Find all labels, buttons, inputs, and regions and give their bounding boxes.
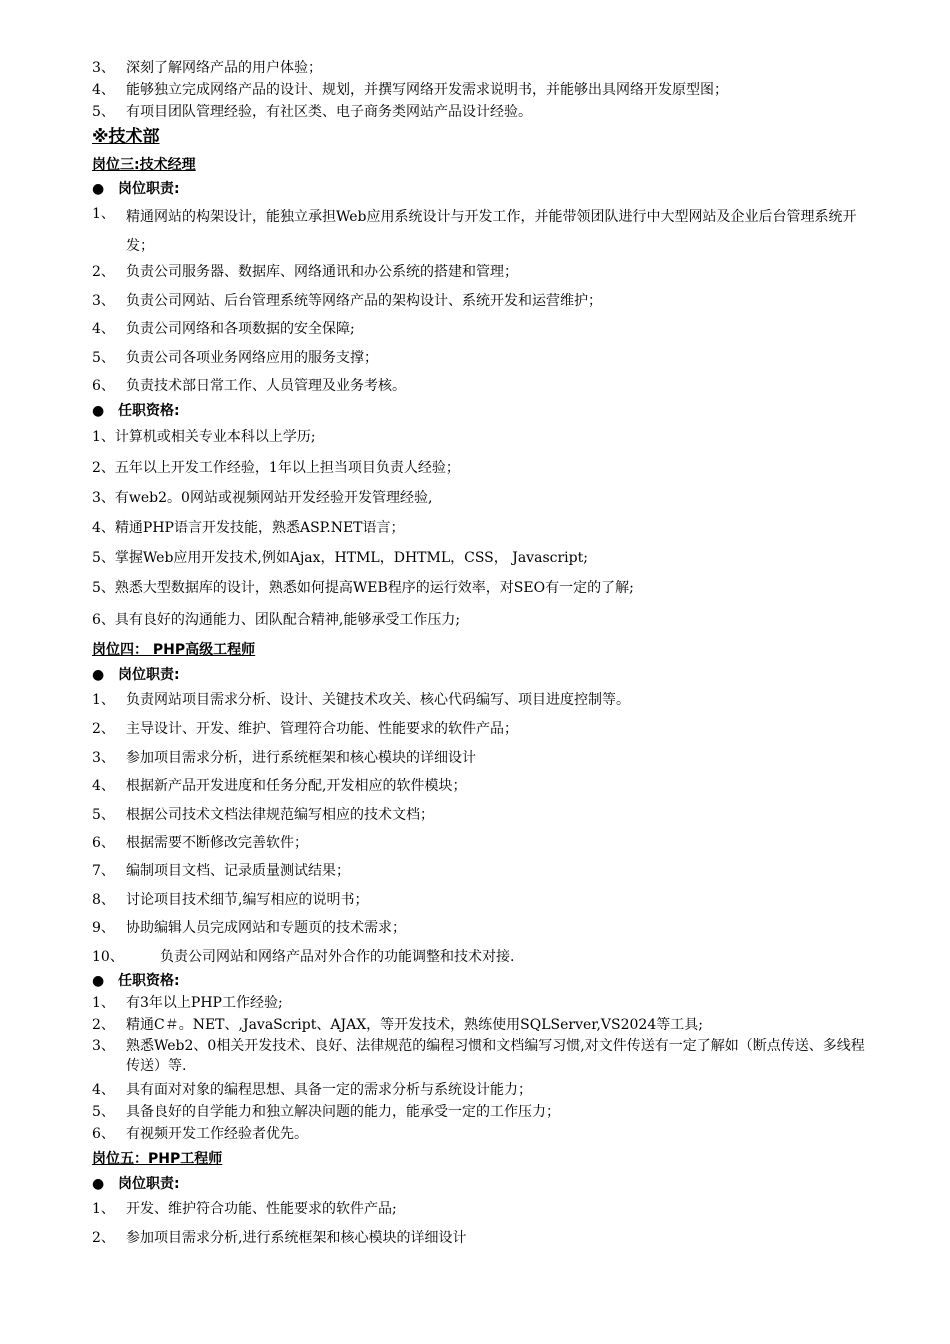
position-title: 岗位五：PHP工程师	[92, 1151, 223, 1167]
list-number: 3、	[92, 1038, 115, 1054]
position-title: 岗位四： PHP高级工程师	[92, 642, 256, 658]
list-item: 5、 有项目团队管理经验，有社区类、电子商务类网站产品设计经验。	[92, 104, 532, 120]
list-item: 4、 能够独立完成网络产品的设计、规划，并撰写网络开发需求说明书，并能够出具网络开发原型图；	[92, 82, 728, 98]
list-item: 3、有web2。0网站或视频网站开发经验开发管理经验,	[92, 490, 433, 506]
list-item: 1、 开发、维护符合功能、性能要求的软件产品;	[92, 1201, 397, 1217]
list-item: 6、具有良好的沟通能力、团队配合精神,能够承受工作压力;	[92, 612, 461, 628]
list-item: 4、 具有面对对象的编程思想、具备一定的需求分析与系统设计能力；	[92, 1082, 532, 1098]
duties-heading: ● 岗位职责:	[92, 181, 180, 197]
list-item: 6、 有视频开发工作经验者优先。	[92, 1126, 308, 1142]
list-item: 10、 负责公司网站和网络产品对外合作的功能调整和技术对接.	[92, 949, 515, 965]
list-item: 5、熟悉大型数据库的设计，熟悉如何提高WEB程序的运行效率，对SEO有一定的了解;	[92, 580, 634, 596]
bullet-icon: ●	[92, 181, 105, 197]
list-item: 3、 参加项目需求分析，进行系统框架和核心模块的详细设计	[92, 750, 476, 766]
list-number: 1、	[92, 206, 115, 222]
list-item: 3、 负责公司网站、后台管理系统等网络产品的架构设计、系统开发和运营维护；	[92, 293, 602, 309]
qualifications-heading: ● 任职资格:	[92, 973, 180, 989]
list-item: 7、 编制项目文档、记录质量测试结果；	[92, 863, 350, 879]
bullet-icon: ●	[92, 973, 105, 989]
list-item: 2、五年以上开发工作经验，1年以上担当项目负责人经验；	[92, 460, 460, 476]
list-item: 5、 具备良好的自学能力和独立解决问题的能力，能承受一定的工作压力；	[92, 1104, 560, 1120]
list-item: 2、 精通C＃。NET、,JavaScript、AJAX，等开发技术，熟练使用SQLServer,VS2024等工具;	[92, 1017, 703, 1033]
list-item: 4、 根据新产品开发进度和任务分配,开发相应的软件模块；	[92, 778, 467, 794]
duties-heading: ● 岗位职责:	[92, 667, 180, 683]
list-item: 6、 根据需要不断修改完善软件；	[92, 835, 308, 851]
list-item: 1、 负责网站项目需求分析、设计、关键技术攻关、核心代码编写、项目进度控制等。	[92, 692, 630, 708]
duties-heading: ● 岗位职责:	[92, 1176, 180, 1192]
bullet-icon: ●	[92, 403, 105, 419]
list-item: 3、 深刻了解网络产品的用户体验；	[92, 60, 322, 76]
list-item: 5、 根据公司技术文档法律规范编写相应的技术文档；	[92, 807, 434, 823]
list-item: 1、计算机或相关专业本科以上学历;	[92, 429, 316, 445]
department-title: ※技术部	[92, 127, 160, 147]
list-item: 8、 讨论项目技术细节,编写相应的说明书；	[92, 892, 369, 908]
list-item: 2、 参加项目需求分析,进行系统框架和核心模块的详细设计	[92, 1230, 467, 1246]
bullet-icon: ●	[92, 667, 105, 683]
list-item: 2、 负责公司服务器、数据库、网络通讯和办公系统的搭建和管理；	[92, 264, 518, 280]
list-item: 2、 主导设计、开发、维护、管理符合功能、性能要求的软件产品；	[92, 721, 518, 737]
list-item: 4、 负责公司网络和各项数据的安全保障;	[92, 321, 355, 337]
list-item: 精通网站的构架设计，能独立承担Web应用系统设计与开发工作，并能带领团队进行中大型网站及企业后台管理系统开发；	[126, 209, 857, 254]
list-item: 9、 协助编辑人员完成网站和专题页的技术需求；	[92, 920, 406, 936]
list-item: 6、 负责技术部日常工作、人员管理及业务考核。	[92, 378, 406, 394]
list-item: 1、 有3年以上PHP工作经验;	[92, 995, 283, 1011]
list-item: 5、 负责公司各项业务网络应用的服务支撑；	[92, 350, 378, 366]
list-item: 5、掌握Web应用开发技术,例如Ajax，HTML，DHTML，CSS， Javascript;	[92, 550, 588, 566]
bullet-icon: ●	[92, 1176, 105, 1192]
list-item: 熟悉Web2、0相关开发技术、良好、法律规范的编程习惯和文档编写习惯,对文件传送有一定了解如（断点传送、多线程传送）等.	[126, 1038, 865, 1074]
position-title: 岗位三:技术经理	[92, 157, 196, 173]
qualifications-heading: ● 任职资格:	[92, 403, 180, 419]
list-item: 4、精通PHP语言开发技能，熟悉ASP.NET语言；	[92, 520, 405, 536]
